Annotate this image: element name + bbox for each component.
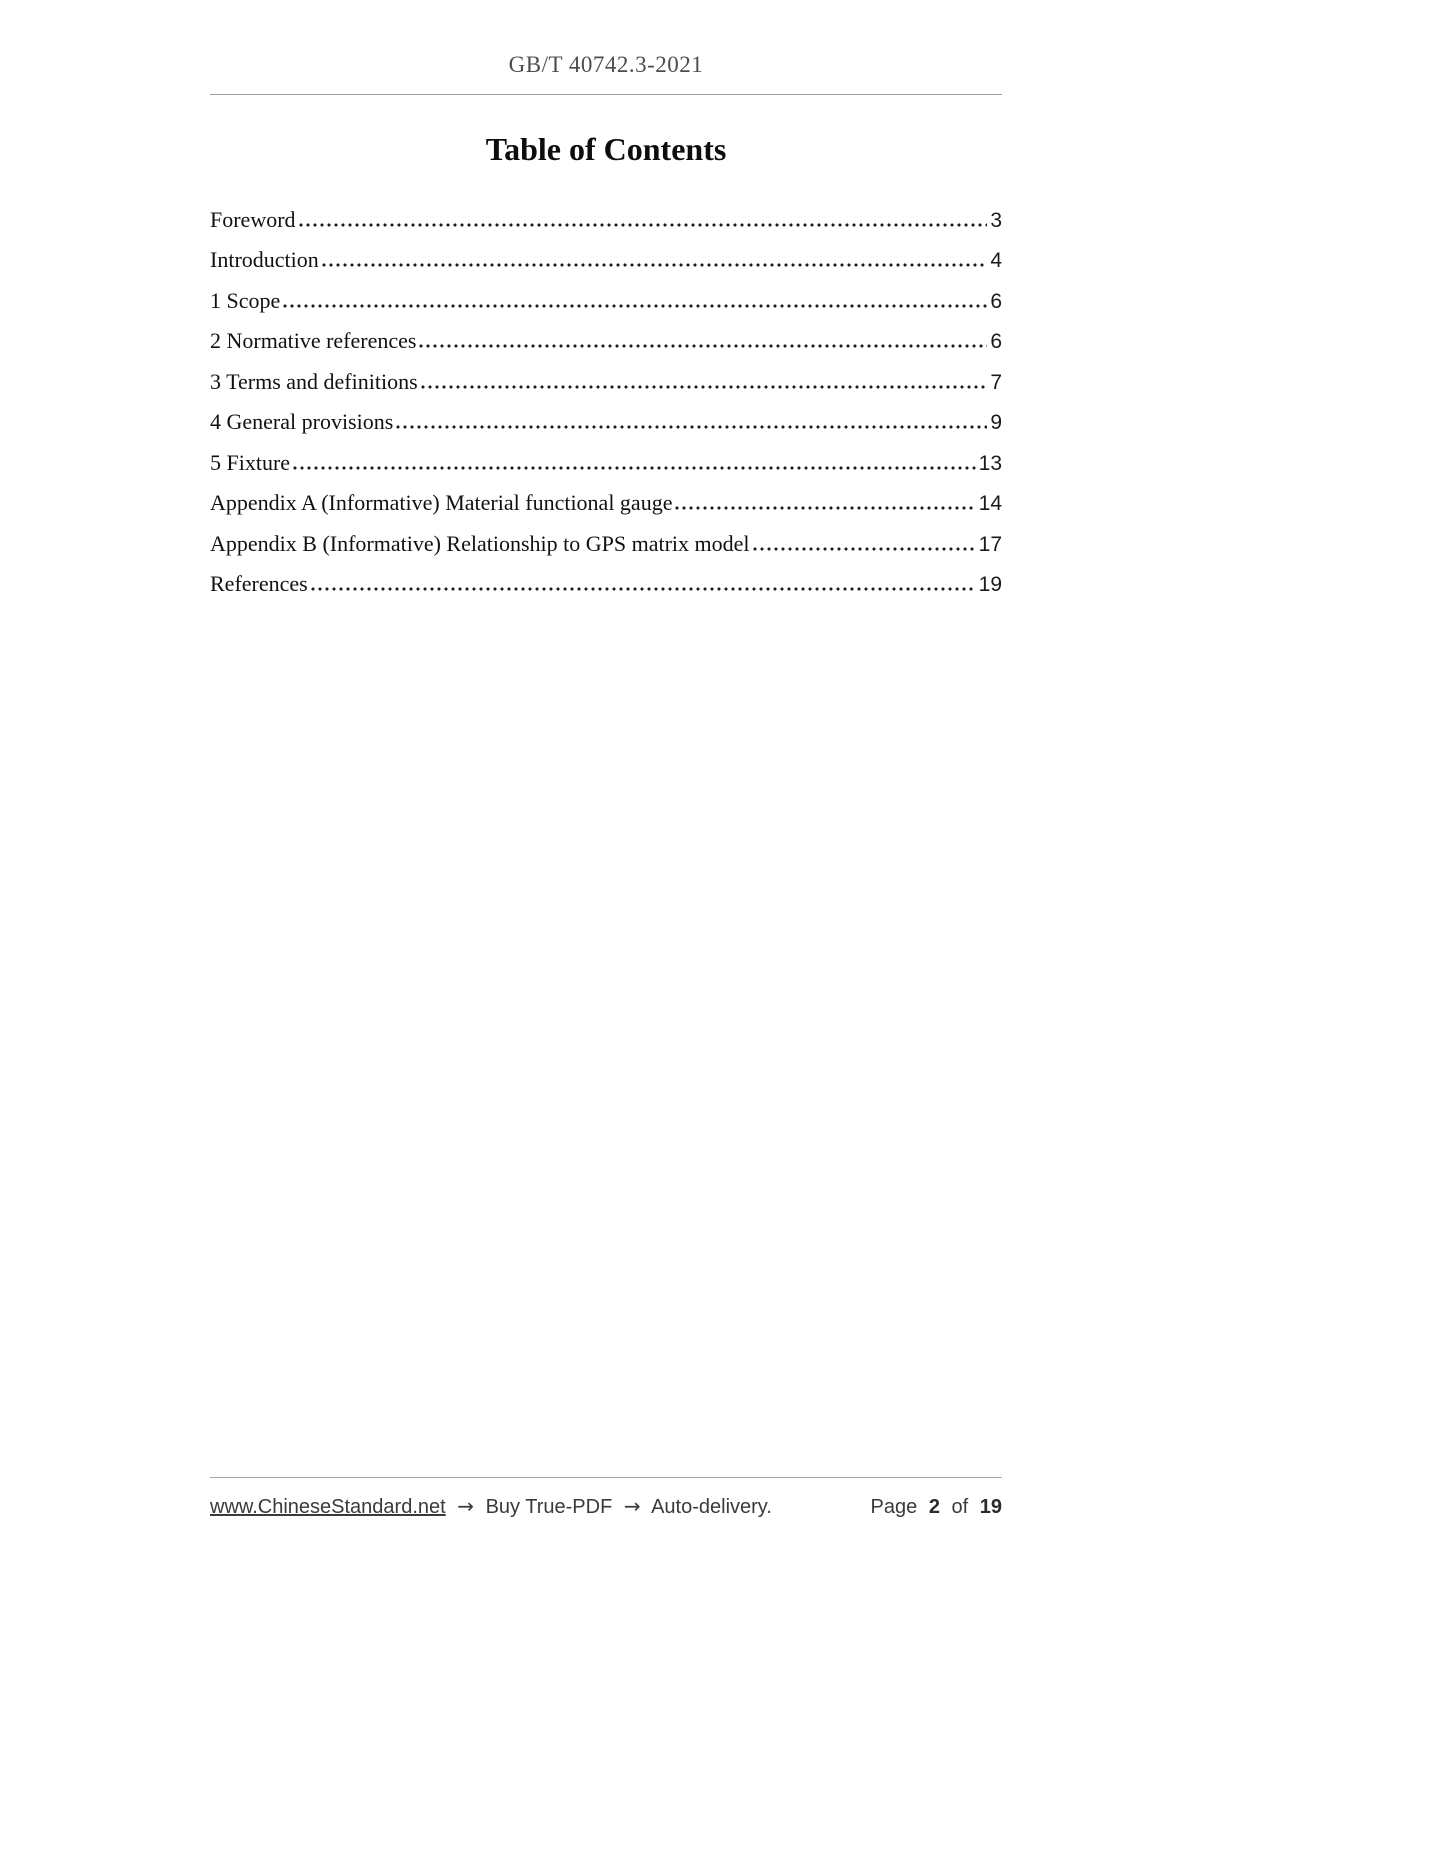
toc-entry-label: Introduction (210, 247, 319, 272)
toc-entry-label: 5 Fixture (210, 449, 291, 475)
toc-entry-label: Foreword (210, 206, 296, 232)
dot-leader (299, 223, 988, 227)
dot-leader (322, 263, 988, 267)
dot-leader (283, 304, 987, 308)
toc-entry-page: 14 (978, 492, 1002, 515)
dot-leader (753, 547, 976, 551)
dot-leader (421, 385, 988, 389)
footer-left (210, 1494, 778, 1519)
toc-entry-page: 13 (978, 451, 1002, 475)
toc-entry (210, 233, 1002, 274)
page-current: 2 (928, 1496, 940, 1518)
toc-entry (210, 273, 1002, 314)
dot-leader (419, 344, 987, 348)
toc-entry (210, 354, 1002, 395)
toc-entry-label: 2 Normative references (210, 328, 417, 353)
toc-entry (210, 395, 1002, 436)
toc-entry (210, 435, 1002, 476)
toc-entry (210, 557, 1002, 598)
toc-entry (210, 476, 1002, 517)
arrow-right-icon: → (457, 1494, 475, 1518)
page-indicator (865, 1496, 1002, 1519)
page-footer (210, 1477, 1002, 1519)
toc-entry-label: References (210, 571, 308, 596)
toc-entry-page: 3 (990, 208, 1002, 232)
doc-number: GB/T 40742.3-2021 (508, 52, 704, 77)
page-header (210, 0, 1002, 95)
site-link[interactable]: www.ChineseStandard.net (210, 1496, 446, 1518)
toc-entry-page: 9 (990, 411, 1002, 434)
toc-entry-page: 6 (990, 289, 1002, 313)
arrow-right-icon: → (623, 1494, 641, 1518)
toc-entry-page: 17 (978, 532, 1002, 556)
toc-entry-page: 19 (978, 573, 1002, 596)
toc-list (210, 192, 1002, 597)
toc-entry-label: Appendix B (Informative) Relationship to GPS matrix model (210, 530, 750, 556)
toc-entry (210, 192, 1002, 233)
footer-action-buy: Buy True-PDF (485, 1496, 613, 1518)
toc-entry-label: Appendix A (Informative) Material functional gauge (210, 490, 673, 515)
toc-entry-label: 3 Terms and definitions (210, 368, 418, 394)
toc-entry-page: 4 (990, 249, 1002, 272)
dot-leader (293, 466, 976, 470)
page-title: Table of Contents (485, 131, 727, 167)
toc-entry-label: 4 General provisions (210, 409, 394, 434)
footer-action-delivery: Auto-delivery. (651, 1496, 772, 1518)
dot-leader (675, 506, 975, 510)
page-label: Page (870, 1496, 918, 1518)
of-label: of (951, 1496, 969, 1518)
dot-leader (396, 425, 987, 429)
dot-leader (311, 587, 976, 591)
toc-entry-page: 6 (990, 330, 1002, 353)
toc-entry (210, 314, 1002, 355)
toc-entry-label: 1 Scope (210, 287, 281, 313)
page-total: 19 (979, 1496, 1002, 1518)
toc-entry (210, 516, 1002, 557)
toc-entry-page: 7 (990, 370, 1002, 394)
